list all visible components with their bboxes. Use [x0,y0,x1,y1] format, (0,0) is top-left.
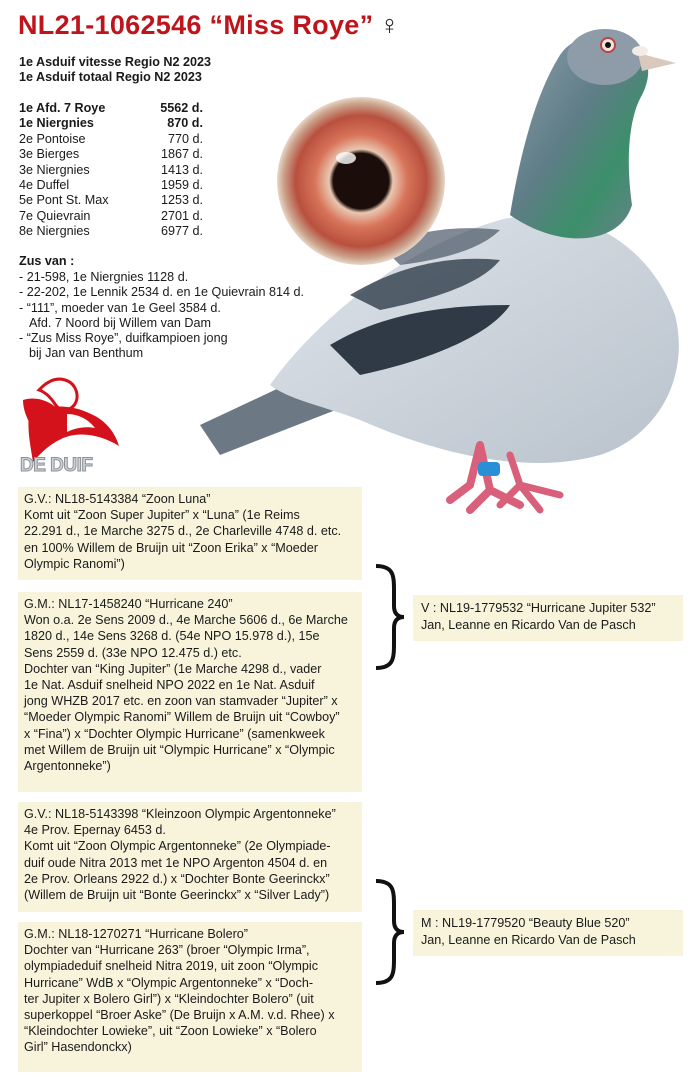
result-distance: 1253 d. [160,193,203,208]
result-place: 3e Niergnies [19,162,90,177]
pedigree-line: 4e Prov. Epernay 6453 d. [24,823,166,838]
result-place: 2e Pontoise [19,131,86,146]
grandmother-dam-box [18,922,362,1072]
pedigree-line: x “Fina”) x “Dochter Olympic Hurricane” (samenkweek [24,726,325,741]
result-distance: 1867 d. [160,147,203,162]
result-distance: 870 d. [167,116,203,131]
result-place: 8e Niergnies [19,224,90,239]
pedigree-line: jong WHZB 2017 etc. en zoon van stamvader “Jupiter” x [24,694,338,709]
result-row [19,163,203,178]
result-row [19,224,203,239]
result-place: 1e Afd. 7 Roye [19,101,106,115]
logo-text: DE DUIF [20,455,93,476]
results-list [19,101,203,240]
pedigree-line: Komt uit “Zoon Olympic Argentonneke” (2e Olympiade- [24,839,331,854]
sibling-line: - “Zus Miss Roye”, duifkampioen jong [19,331,228,346]
pedigree-line: “Kleindochter Lowieke”, uit “Zoon Lowieke” x “Bolero [24,1024,317,1039]
pedigree-line: “Moeder Olympic Ranomi” Willem de Bruijn uit “Cowboy” [24,710,340,725]
siblings-title: Zus van : [19,254,75,268]
pedigree-line: G.V.: NL18-5143384 “Zoon Luna” [24,492,211,506]
result-place: 7e Quievrain [19,208,91,223]
grandfather-dam-box [18,802,362,912]
pedigree-line: Won o.a. 2e Sens 2009 d., 4e Marche 5606 d., 6e Marche [24,613,348,628]
sibling-line: bij Jan van Benthum [29,346,144,361]
pigeon-photo [180,15,695,540]
pedigree-line: (Willem de Bruijn uit “Bonte Geerinckx” x “Silver Lady”) [24,888,330,903]
result-row [19,209,203,224]
result-row [19,132,203,147]
brace-icon [372,877,406,987]
pedigree-line: duif oude Nitra 2013 met 1e NPO Argenton 4504 d. en [24,855,328,870]
result-distance: 5562 d. [160,101,203,115]
pedigree-line: M : NL19-1779520 “Beauty Blue 520” [421,916,630,930]
result-row [19,101,203,116]
pedigree-line: G.M.: NL18-1270271 “Hurricane Bolero” [24,927,248,941]
sibling-line: Afd. 7 Noord bij Willem van Dam [29,315,211,330]
brace-icon [372,562,406,672]
sibling-line: - 21-598, 1e Niergnies 1128 d. [19,270,189,284]
result-distance: 1413 d. [160,162,203,177]
pedigree-line: Sens 2559 d. (33e NPO 12.475 d.) etc. [24,645,242,660]
result-distance: 2701 d. [160,208,203,223]
pedigree-line: 22.291 d., 1e Marche 3275 d., 2e Charleville 4748 d. etc. [24,524,342,539]
result-place: 1e Niergnies [19,116,94,131]
pedigree-line: superkoppel “Broer Aske” (De Bruijn x A.M. v.d. Rhee) x [24,1008,335,1023]
pigeon-eye-photo [276,96,446,266]
result-distance: 1959 d. [160,178,203,193]
result-place: 3e Bierges [19,147,80,162]
pedigree-line: Girl” Hasendonckx) [24,1040,132,1055]
pedigree-line: Komt uit “Zoon Super Jupiter” x “Luna” (1e Reims [24,508,300,523]
pedigree-line: ter Jupiter x Bolero Girl”) x “Kleindochter Bolero” (uit [24,991,314,1006]
pedigree-line: V : NL19-1779532 “Hurricane Jupiter 532” [421,601,656,615]
mother-box [413,910,683,956]
pedigree-line: olympiadeduif snelheid Nitra 2019, uit zoon “Olympic [24,959,319,974]
result-distance: 6977 d. [160,224,203,239]
pedigree-line: Dochter van “Hurricane 263” (broer “Olympic Irma”, [24,943,310,958]
pedigree-line: Jan, Leanne en Ricardo Van de Pasch [421,932,636,947]
pedigree-line: G.V.: NL18-5143398 “Kleinzoon Olympic Argentonneke” [24,807,336,821]
pedigree-line: 2e Prov. Orleans 2922 d.) x “Dochter Bonte Geerinckx” [24,871,330,886]
pedigree-line: Argentonneke”) [24,759,111,774]
pedigree-line: Olympic Ranomi”) [24,556,125,571]
result-row [19,116,203,131]
grandmother-sire-box [18,592,362,792]
pedigree-line: Hurricane” WdB x “Olympic Argentonneke” x “Doch- [24,975,314,990]
pedigree-line: met Willem de Bruijn uit “Olympic Hurricane” x “Olympic [24,742,335,757]
achievement-line: 1e Asduif vitesse Regio N2 2023 [19,55,212,69]
result-distance: 770 d. [167,131,203,146]
pedigree-line: 1e Nat. Asduif snelheid NPO 2022 en 1e Nat. Asduif [24,678,315,693]
pedigree-line: G.M.: NL17-1458240 “Hurricane 240” [24,597,233,611]
sibling-line: - “111”, moeder van 1e Geel 3584 d. [19,300,221,315]
result-place: 5e Pont St. Max [19,193,109,208]
pedigree-line: Dochter van “King Jupiter” (1e Marche 4298 d., vader [24,661,322,676]
pedigree-line: en 100% Willem de Bruijn uit “Zoon Erika” x “Moeder [24,540,318,555]
pedigree-line: Jan, Leanne en Ricardo Van de Pasch [421,617,636,632]
result-row [19,147,203,162]
achievement-line: 1e Asduif totaal Regio N2 2023 [19,70,202,84]
result-row [19,178,203,193]
result-place: 4e Duffel [19,178,70,193]
ring-number: NL21-1062546 “Miss Roye” [18,10,374,40]
sibling-line: - 22-202, 1e Lennik 2534 d. en 1e Quievrain 814 d. [19,285,304,300]
grandfather-sire-box [18,487,362,580]
father-box [413,595,683,641]
female-symbol: ♀ [379,10,400,40]
result-row [19,193,203,208]
pedigree-line: 1820 d., 14e Sens 3268 d. (54e NPO 15.978 d.), 15e [24,629,320,644]
